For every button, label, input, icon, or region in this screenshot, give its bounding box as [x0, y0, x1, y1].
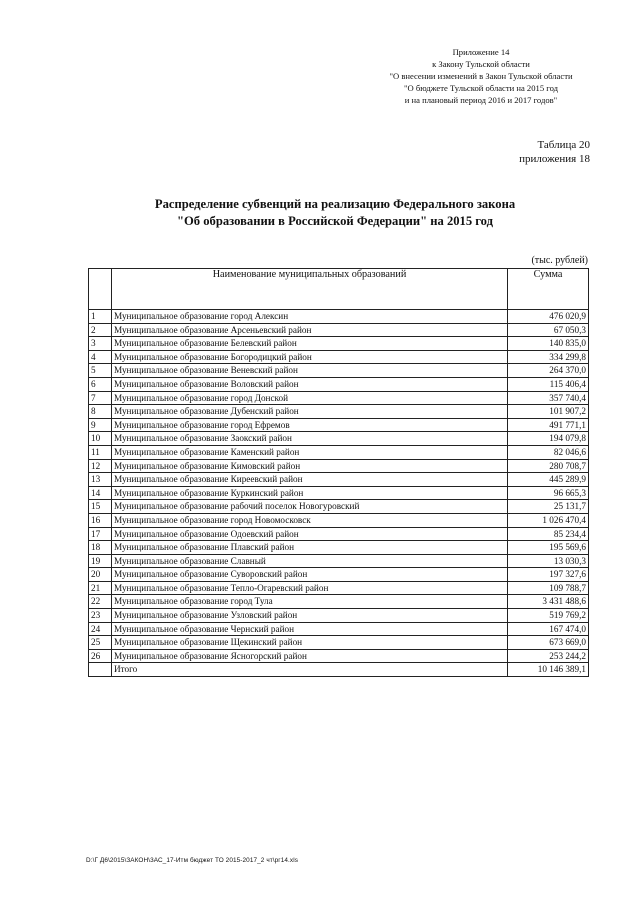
municipality-name: Муниципальное образование город Алексин — [112, 310, 508, 324]
appendix-reference — [370, 46, 592, 106]
subsidy-table — [88, 268, 589, 677]
table-row — [89, 554, 589, 568]
row-number: 5 — [89, 364, 112, 378]
subsidy-amount: 194 079,8 — [508, 432, 589, 446]
table-row — [89, 541, 589, 555]
subsidy-amount: 25 131,7 — [508, 500, 589, 514]
row-number: 3 — [89, 337, 112, 351]
table-row — [89, 405, 589, 419]
row-number: 8 — [89, 405, 112, 419]
subsidy-amount: 334 299,8 — [508, 350, 589, 364]
row-number: 10 — [89, 432, 112, 446]
table-row — [89, 445, 589, 459]
municipality-name: Муниципальное образование рабочий поселок Новогуровский — [112, 500, 508, 514]
title-line: Распределение субвенций на реализацию Федерального закона — [154, 197, 516, 211]
subsidy-amount: 491 771,1 — [508, 418, 589, 432]
municipality-name: Муниципальное образование Одоевский район — [112, 527, 508, 541]
table-row — [89, 500, 589, 514]
appendix-line: и на плановый период 2016 и 2017 годов" — [404, 95, 558, 105]
subsidy-amount: 115 406,4 — [508, 377, 589, 391]
municipality-name: Муниципальное образование Суворовский район — [112, 568, 508, 582]
table-row — [89, 391, 589, 405]
municipality-name: Муниципальное образование Плавский район — [112, 541, 508, 555]
municipality-name: Муниципальное образование Каменский район — [112, 445, 508, 459]
row-number: 4 — [89, 350, 112, 364]
appendix-line: "О бюджете Тульской области на 2015 год — [404, 83, 558, 93]
municipality-name: Муниципальное образование Щекинский район — [112, 636, 508, 650]
table-appendix-number: приложения 18 — [519, 153, 590, 165]
row-number: 20 — [89, 568, 112, 582]
file-path-footer: D:\Г Д6\2015\ЗАКОН\3АС_17-Итм бюджет ТО 2015-2017_2 чт\рг14.xls — [86, 857, 299, 864]
subsidy-amount: 82 046,6 — [508, 445, 589, 459]
subsidy-amount: 3 431 488,6 — [508, 595, 589, 609]
municipality-name: Муниципальное образование Тепло-Огаревский район — [112, 581, 508, 595]
municipality-name: Муниципальное образование город Новомосковск — [112, 513, 508, 527]
subsidy-amount: 167 474,0 — [508, 622, 589, 636]
row-number: 19 — [89, 554, 112, 568]
subsidy-amount: 253 244,2 — [508, 649, 589, 663]
row-number: 26 — [89, 649, 112, 663]
appendix-line: к Закону Тульской области — [432, 59, 530, 69]
table-row — [89, 568, 589, 582]
table-row — [89, 513, 589, 527]
table-row — [89, 418, 589, 432]
row-number: 23 — [89, 609, 112, 623]
row-number: 13 — [89, 473, 112, 487]
municipality-name: Муниципальное образование Богородицкий район — [112, 350, 508, 364]
row-number: 16 — [89, 513, 112, 527]
row-number: 9 — [89, 418, 112, 432]
table-row — [89, 310, 589, 324]
municipality-name: Муниципальное образование Ясногорский район — [112, 649, 508, 663]
table-header-row — [89, 269, 589, 310]
table-row — [89, 527, 589, 541]
table-row — [89, 473, 589, 487]
row-number: 18 — [89, 541, 112, 555]
appendix-line: Приложение 14 — [452, 47, 510, 57]
table-row — [89, 459, 589, 473]
municipality-name: Муниципальное образование город Ефремов — [112, 418, 508, 432]
table-row — [89, 486, 589, 500]
table-number: Таблица 20 — [537, 139, 590, 151]
total-row — [89, 663, 589, 677]
subsidy-amount: 140 835,0 — [508, 337, 589, 351]
total-label: Итого — [112, 663, 508, 677]
document-title — [80, 196, 590, 230]
units-label: (тыс. рублей) — [531, 255, 588, 266]
table-reference — [470, 138, 590, 166]
municipality-name: Муниципальное образование город Тула — [112, 595, 508, 609]
subsidy-amount: 101 907,2 — [508, 405, 589, 419]
subsidy-amount: 1 026 470,4 — [508, 513, 589, 527]
subsidy-amount: 357 740,4 — [508, 391, 589, 405]
table-row — [89, 432, 589, 446]
table-row — [89, 595, 589, 609]
table-row — [89, 649, 589, 663]
row-number: 15 — [89, 500, 112, 514]
table-row — [89, 581, 589, 595]
municipality-name: Муниципальное образование Дубенский район — [112, 405, 508, 419]
subsidy-amount: 195 569,6 — [508, 541, 589, 555]
subsidy-amount: 109 788,7 — [508, 581, 589, 595]
table-row — [89, 636, 589, 650]
municipality-name: Муниципальное образование Заокский район — [112, 432, 508, 446]
subsidy-amount: 13 030,3 — [508, 554, 589, 568]
municipality-name: Муниципальное образование Веневский район — [112, 364, 508, 378]
subsidy-amount: 280 708,7 — [508, 459, 589, 473]
subsidy-amount: 445 289,9 — [508, 473, 589, 487]
row-number: 7 — [89, 391, 112, 405]
table-row — [89, 364, 589, 378]
subsidy-amount: 85 234,4 — [508, 527, 589, 541]
row-number: 22 — [89, 595, 112, 609]
municipality-name: Муниципальное образование Славный — [112, 554, 508, 568]
row-number: 1 — [89, 310, 112, 324]
municipality-name: Муниципальное образование Арсеньевский район — [112, 323, 508, 337]
header-number-cell — [89, 269, 112, 310]
row-number: 6 — [89, 377, 112, 391]
table-row — [89, 609, 589, 623]
row-number: 25 — [89, 636, 112, 650]
total-number-cell — [89, 663, 112, 677]
subsidy-amount: 264 370,0 — [508, 364, 589, 378]
total-sum: 10 146 389,1 — [508, 663, 589, 677]
municipality-name: Муниципальное образование город Донской — [112, 391, 508, 405]
table-row — [89, 337, 589, 351]
subsidy-amount: 519 769,2 — [508, 609, 589, 623]
row-number: 2 — [89, 323, 112, 337]
row-number: 24 — [89, 622, 112, 636]
subsidy-amount: 197 327,6 — [508, 568, 589, 582]
municipality-name: Муниципальное образование Узловский район — [112, 609, 508, 623]
table-body — [89, 310, 589, 663]
header-name-cell: Наименование муниципальных образований — [112, 269, 508, 310]
row-number: 12 — [89, 459, 112, 473]
municipality-name: Муниципальное образование Киреевский район — [112, 473, 508, 487]
municipality-name: Муниципальное образование Белевский район — [112, 337, 508, 351]
title-line: "Об образовании в Российской Федерации" на 2015 год — [177, 214, 493, 228]
municipality-name: Муниципальное образование Чернский район — [112, 622, 508, 636]
row-number: 11 — [89, 445, 112, 459]
subsidy-amount: 476 020,9 — [508, 310, 589, 324]
municipality-name: Муниципальное образование Воловский район — [112, 377, 508, 391]
table-row — [89, 323, 589, 337]
municipality-name: Муниципальное образование Куркинский район — [112, 486, 508, 500]
row-number: 17 — [89, 527, 112, 541]
subsidy-amount: 96 665,3 — [508, 486, 589, 500]
subsidy-amount: 67 050,3 — [508, 323, 589, 337]
subsidy-amount: 673 669,0 — [508, 636, 589, 650]
table-row — [89, 377, 589, 391]
header-sum-cell: Сумма — [508, 269, 589, 310]
table-row — [89, 350, 589, 364]
appendix-line: "О внесении изменений в Закон Тульской области — [389, 71, 573, 81]
municipality-name: Муниципальное образование Кимовский район — [112, 459, 508, 473]
row-number: 14 — [89, 486, 112, 500]
row-number: 21 — [89, 581, 112, 595]
table-row — [89, 622, 589, 636]
